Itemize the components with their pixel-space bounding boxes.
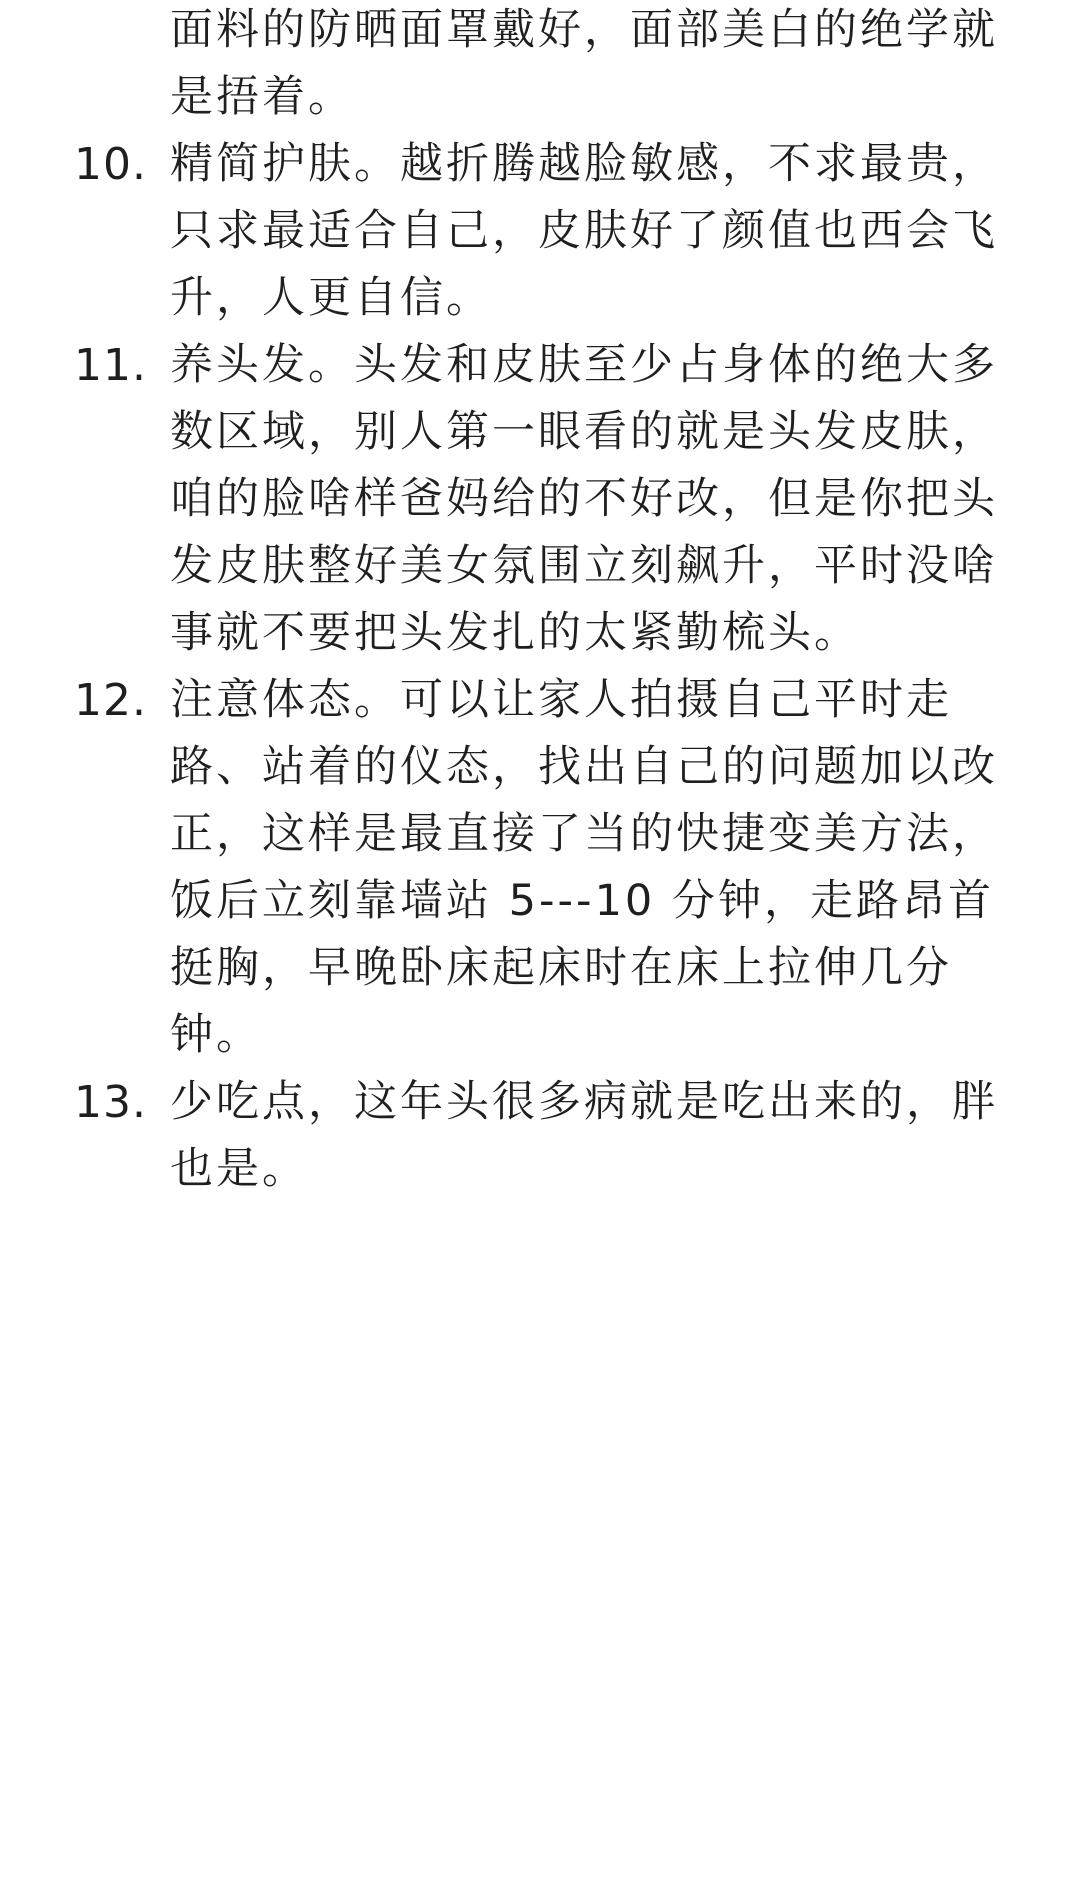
item-text: 注意体态。可以让家人拍摄自己平时走路、站着的仪态，找出自己的问题加以改正，这样是最直接了当的快捷变美方法，饭后立刻靠墙站 5---10 分钟，走路昂首挺胸，早晚卧床起床时在床上拉伸几分钟。 bbox=[170, 675, 998, 1060]
item-number: 10. bbox=[74, 139, 147, 190]
item-text: 养头发。头发和皮肤至少占身体的绝大多数区域，别人第一眼看的就是头发皮肤，咱的脸啥样爸妈给的不好改，但是你把头发皮肤整好美女氛围立刻飙升，平时没啥事就不要把头发扎的太紧勤梳头。 bbox=[170, 340, 998, 658]
item-text: 少吃点，这年头很多病就是吃出来的，胖也是。 bbox=[170, 1077, 998, 1194]
item-number: 13. bbox=[74, 1077, 147, 1128]
item-number: 11. bbox=[74, 340, 147, 391]
list-item bbox=[0, 131, 1080, 332]
list-item bbox=[0, 667, 1080, 1069]
list-item bbox=[0, 0, 1080, 131]
item-text: 面料的防晒面罩戴好，面部美白的绝学就是捂着。 bbox=[170, 5, 998, 122]
list-item bbox=[0, 1069, 1080, 1203]
list-item bbox=[0, 332, 1080, 667]
item-text: 精简护肤。越折腾越脸敏感，不求最贵，只求最适合自己，皮肤好了颜值也西会飞升，人更自信。 bbox=[170, 139, 998, 323]
item-number: 12. bbox=[74, 675, 147, 726]
